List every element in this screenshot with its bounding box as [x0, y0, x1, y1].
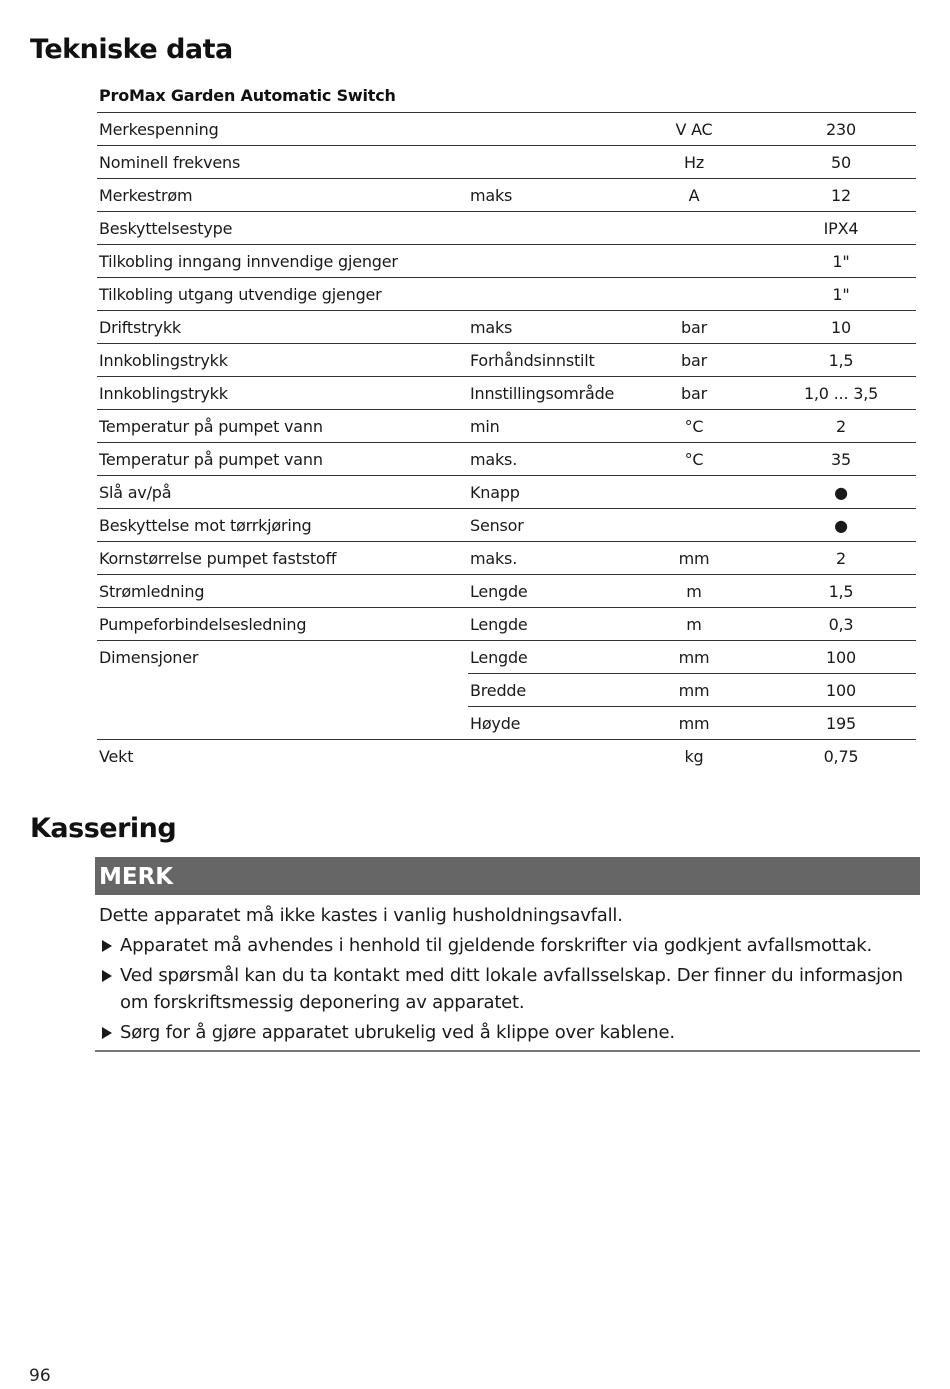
spec-qualifier: maks. [468, 443, 622, 476]
spec-unit: m [622, 575, 766, 608]
spec-row [97, 377, 916, 410]
spec-qualifier [468, 146, 622, 179]
note-bullet-text: Sørg for å gjøre apparatet ubrukelig ved å klippe over kablene. [120, 1022, 675, 1043]
spec-unit: bar [622, 311, 766, 344]
spec-value: 0,3 [766, 608, 916, 641]
note-bullet-text: Ved spørsmål kan du ta kontakt med ditt lokale avfallsselskap. Der finner du informasjon om forskriftsmessig deponering av apparatet. [120, 965, 903, 1013]
spec-unit [622, 476, 766, 509]
spec-row [97, 410, 916, 443]
spec-name: Tilkobling inngang innvendige gjenger [97, 245, 468, 278]
spec-value: 100 [766, 641, 916, 674]
spec-row [97, 311, 916, 344]
spec-unit: bar [622, 377, 766, 410]
spec-unit [622, 245, 766, 278]
note-bullet [99, 962, 914, 1016]
spec-value: 2 [766, 410, 916, 443]
page-number: 96 [29, 1366, 51, 1386]
spec-value: 1,5 [766, 575, 916, 608]
spec-value: 195 [766, 707, 916, 740]
spec-unit: m [622, 608, 766, 641]
spec-row [97, 740, 916, 773]
spec-row [97, 146, 916, 179]
spec-value: 10 [766, 311, 916, 344]
note-bullet-text: Apparatet må avhendes i henhold til gjeldende forskrifter via godkjent avfallsmottak. [120, 935, 873, 956]
spec-qualifier: maks [468, 311, 622, 344]
spec-unit [622, 509, 766, 542]
spec-unit: A [622, 179, 766, 212]
spec-unit: °C [622, 410, 766, 443]
spec-name: Nominell frekvens [97, 146, 468, 179]
spec-name: Innkoblingstrykk [97, 344, 468, 377]
triangle-bullet-icon [102, 940, 112, 952]
spec-row [97, 245, 916, 278]
note-body [99, 902, 914, 1049]
spec-row [97, 113, 916, 146]
spec-name: Temperatur på pumpet vann [97, 410, 468, 443]
spec-name: Vekt [97, 740, 468, 773]
spec-row [97, 674, 916, 707]
spec-name: Strømledning [97, 575, 468, 608]
spec-name: Tilkobling utgang utvendige gjenger [97, 278, 468, 311]
spec-value: 1,5 [766, 344, 916, 377]
spec-row [97, 707, 916, 740]
spec-name [97, 674, 468, 707]
spec-qualifier [468, 113, 622, 146]
spec-unit: mm [622, 707, 766, 740]
spec-row [97, 179, 916, 212]
spec-name: Kornstørrelse pumpet faststoff [97, 542, 468, 575]
spec-value: ● [766, 476, 916, 509]
spec-row [97, 443, 916, 476]
spec-row [97, 509, 916, 542]
section-title-disposal: Kassering [30, 813, 177, 844]
spec-value: 0,75 [766, 740, 916, 773]
spec-qualifier [468, 245, 622, 278]
spec-qualifier: Høyde [468, 707, 622, 740]
spec-row [97, 575, 916, 608]
spec-qualifier: min [468, 410, 622, 443]
spec-value: IPX4 [766, 212, 916, 245]
spec-row [97, 542, 916, 575]
spec-qualifier: Lengde [468, 608, 622, 641]
spec-qualifier [468, 740, 622, 773]
spec-qualifier: Lengde [468, 575, 622, 608]
note-bullet [99, 1019, 914, 1046]
spec-name: Slå av/på [97, 476, 468, 509]
spec-name: Innkoblingstrykk [97, 377, 468, 410]
spec-qualifier: Forhåndsinnstilt [468, 344, 622, 377]
spec-row [97, 278, 916, 311]
spec-qualifier: Bredde [468, 674, 622, 707]
spec-unit [622, 278, 766, 311]
spec-value: 100 [766, 674, 916, 707]
spec-row [97, 641, 916, 674]
spec-value: 12 [766, 179, 916, 212]
spec-value: 1" [766, 245, 916, 278]
spec-unit: V AC [622, 113, 766, 146]
spec-row [97, 344, 916, 377]
spec-name: Merkespenning [97, 113, 468, 146]
note-bullet-list [99, 932, 914, 1046]
spec-name: Temperatur på pumpet vann [97, 443, 468, 476]
spec-table [97, 112, 916, 772]
spec-qualifier: Sensor [468, 509, 622, 542]
spec-unit: mm [622, 674, 766, 707]
spec-row [97, 608, 916, 641]
spec-unit: mm [622, 542, 766, 575]
spec-value: 1" [766, 278, 916, 311]
spec-row [97, 212, 916, 245]
spec-name: Merkestrøm [97, 179, 468, 212]
spec-value: 35 [766, 443, 916, 476]
note-intro: Dette apparatet må ikke kastes i vanlig husholdningsavfall. [99, 905, 623, 926]
spec-unit: °C [622, 443, 766, 476]
spec-name: Driftstrykk [97, 311, 468, 344]
spec-value: 1,0 ... 3,5 [766, 377, 916, 410]
spec-value: ● [766, 509, 916, 542]
spec-qualifier: Innstillingsområde [468, 377, 622, 410]
spec-name: Dimensjoner [97, 641, 468, 674]
spec-unit: kg [622, 740, 766, 773]
product-name: ProMax Garden Automatic Switch [99, 86, 396, 105]
spec-name: Beskyttelse mot tørrkjøring [97, 509, 468, 542]
spec-name [97, 707, 468, 740]
section-title-technical-data: Tekniske data [30, 34, 233, 65]
spec-qualifier [468, 212, 622, 245]
spec-unit: mm [622, 641, 766, 674]
note-bullet [99, 932, 914, 959]
spec-name: Beskyttelsestype [97, 212, 468, 245]
spec-qualifier: Lengde [468, 641, 622, 674]
triangle-bullet-icon [102, 970, 112, 982]
spec-unit [622, 212, 766, 245]
note-bottom-rule [95, 1050, 920, 1052]
spec-value: 50 [766, 146, 916, 179]
spec-unit: Hz [622, 146, 766, 179]
spec-qualifier: maks. [468, 542, 622, 575]
spec-unit: bar [622, 344, 766, 377]
spec-value: 230 [766, 113, 916, 146]
spec-name: Pumpeforbindelsesledning [97, 608, 468, 641]
spec-row [97, 476, 916, 509]
triangle-bullet-icon [102, 1027, 112, 1039]
spec-qualifier: Knapp [468, 476, 622, 509]
note-header: MERK [95, 857, 920, 895]
spec-qualifier [468, 278, 622, 311]
spec-qualifier: maks [468, 179, 622, 212]
spec-value: 2 [766, 542, 916, 575]
